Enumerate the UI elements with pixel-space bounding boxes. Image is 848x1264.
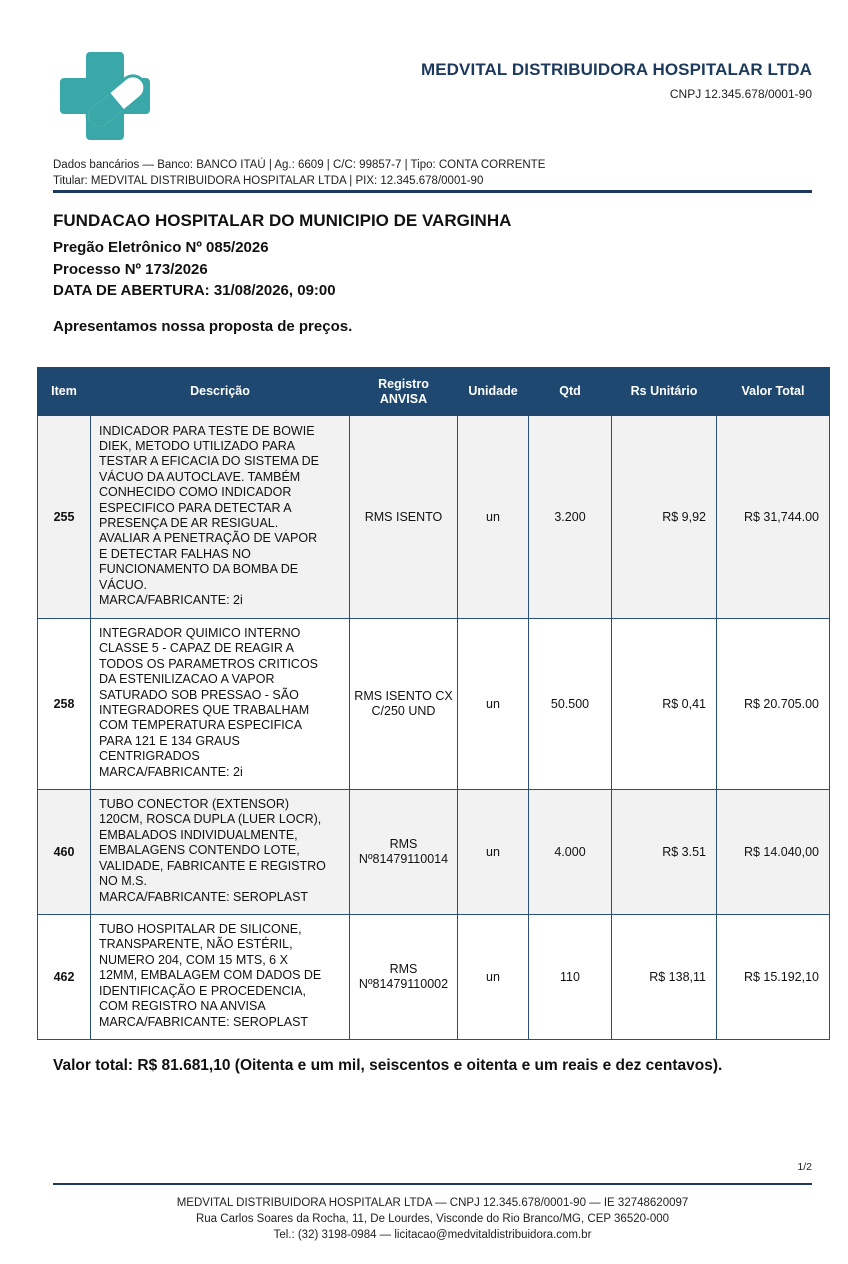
description-line: TRANSPARENTE, NÃO ESTÉRIL, (99, 937, 293, 952)
cell-unit-price: R$ 9,92 (612, 416, 717, 619)
cell-descricao (91, 790, 350, 915)
col-header-item: Item (38, 368, 91, 416)
description-line: NUMERO 204, COM 15 MTS, 6 X (99, 952, 288, 967)
table-row (38, 416, 830, 619)
table-row (38, 619, 830, 790)
description-line: 120CM, ROSCA DUPLA (LUER LOCR), (99, 812, 322, 827)
grand-total: Valor total: R$ 81.681,10 (Oitenta e um mil, seiscentos e oitenta e um reais e dez centavos). (53, 1057, 723, 1074)
description-line: MARCA/FABRICANTE: SEROPLAST (99, 889, 309, 904)
table-body (38, 416, 830, 1040)
table-row (38, 915, 830, 1040)
cell-registro (350, 915, 458, 1040)
col-header-unidade: Unidade (458, 368, 529, 416)
cell-descricao (91, 915, 350, 1040)
description-line: CLASSE 5 - CAPAZ DE REAGIR A (99, 641, 294, 656)
registro-line: RMS (389, 837, 418, 851)
description-line: TESTAR A EFICACIA DO SISTEMA DE (99, 454, 319, 469)
company-header (421, 60, 812, 101)
cell-unidade: un (458, 915, 529, 1040)
description-line: 12MM, EMBALAGEM COM DADOS DE (99, 968, 322, 983)
registro-line: C/250 UND (371, 704, 436, 718)
description-line: INTEGRADORES QUE TRABALHAM (99, 703, 310, 717)
cell-descricao (91, 619, 350, 790)
footer-contact-line: Tel.: (32) 3198-0984 — licitacao@medvitaldistribuidora.com.br (273, 1229, 592, 1241)
col-header-qtd: Qtd (529, 368, 612, 416)
description-line: MARCA/FABRICANTE: 2i (99, 593, 243, 608)
description-line: ESPECIFICO PARA DETECTAR A (99, 500, 292, 515)
company-logo (58, 48, 158, 144)
description-line: EMBALADOS INDIVIDUALMENTE, (99, 827, 298, 842)
processo-number: Processo Nº 173/2026 (53, 260, 208, 278)
description-line: COM REGISTRO NA ANVISA (99, 999, 266, 1014)
cell-unidade: un (458, 619, 529, 790)
intro-text: Apresentamos nossa proposta de preços. (53, 318, 353, 335)
registro-line: Nº81479110002 (358, 977, 449, 991)
footer-address-line: Rua Carlos Soares da Rocha, 11, De Lourdes, Visconde do Rio Branco/MG, CEP 36520-000 (195, 1213, 670, 1225)
opening-date: DATA DE ABERTURA: 31/08/2026, 09:00 (53, 282, 336, 299)
bid-meta (53, 237, 336, 302)
cell-total: R$ 14.040,00 (717, 790, 830, 915)
cell-qtd: 50.500 (529, 619, 612, 790)
description-line: TUBO HOSPITALAR DE SILICONE, (99, 922, 302, 937)
description-line: DIEK, METODO UTILIZADO PARA (99, 438, 296, 453)
description-line: PARA 121 E 134 GRAUS (99, 733, 240, 748)
registro-line: RMS ISENTO (364, 509, 443, 524)
description-line: INTEGRADOR QUIMICO INTERNO (99, 625, 301, 640)
price-table (37, 367, 830, 1040)
cell-total: R$ 15.192,10 (717, 915, 830, 1040)
cell-item: 462 (38, 915, 91, 1040)
cell-item: 255 (38, 416, 91, 619)
description-line: MARCA/FABRICANTE: SEROPLAST (99, 1014, 309, 1029)
cell-descricao (91, 416, 350, 619)
footer-divider (53, 1183, 812, 1185)
medical-cross-pill-logo-icon (58, 48, 158, 144)
bank-details-line: Dados bancários — Banco: BANCO ITAÚ | Ag.: 6609 | C/C: 99857-7 | Tipo: CONTA CORRENTE (53, 159, 546, 171)
col-header-descricao: Descrição (91, 368, 350, 416)
cell-total: R$ 31,744.00 (717, 416, 830, 619)
description-line: VALIDADE, FABRICANTE E REGISTRO (99, 858, 326, 873)
description-line: DA ESTENILIZACAO A VAPOR (99, 672, 275, 687)
cell-item: 258 (38, 619, 91, 790)
footer-company-line: MEDVITAL DISTRIBUIDORA HOSPITALAR LTDA — CNPJ 12.345.678/0001-90 — IE 32748620097 (176, 1197, 689, 1209)
registro-line: RMS (389, 962, 418, 976)
page-number: 1/2 (797, 1161, 812, 1173)
description-line: SATURADO SOB PRESSAO - SÃO (99, 687, 299, 702)
description-line: AVALIAR A PENETRAÇÃO DE VAPOR (99, 531, 318, 546)
cell-unidade: un (458, 790, 529, 915)
cell-unit-price: R$ 3.51 (612, 790, 717, 915)
description-line: CONHECIDO COMO INDICADOR (99, 485, 292, 500)
col-header-total: Valor Total (717, 368, 830, 416)
description-line: NO M.S. (99, 874, 147, 889)
col-header-registro-line: Registro (378, 376, 429, 391)
cell-qtd: 110 (529, 915, 612, 1040)
registro-line: RMS ISENTO CX (354, 689, 453, 703)
pregao-number: Pregão Eletrônico Nº 085/2026 (53, 239, 269, 256)
description-line: VÁCUO DA AUTOCLAVE. TAMBÉM (99, 469, 301, 484)
client-name: FUNDACAO HOSPITALAR DO MUNICIPIO DE VARGINHA (53, 211, 512, 230)
cell-registro (350, 790, 458, 915)
description-line: TUBO CONECTOR (EXTENSOR) (99, 797, 290, 812)
registro-line: Nº81479110014 (358, 852, 449, 866)
description-line: E DETECTAR FALHAS NO (99, 546, 251, 561)
col-header-unitario: Rs Unitário (612, 368, 717, 416)
description-line: CENTRIGRADOS (99, 749, 200, 764)
cell-total: R$ 20.705.00 (717, 619, 830, 790)
description-line: TODOS OS PARAMETROS CRITICOS (99, 656, 319, 671)
description-line: INDICADOR PARA TESTE DE BOWIE (99, 423, 315, 438)
description-line: PRESENÇA DE AR RESIGUAL. (99, 516, 279, 530)
company-name: MEDVITAL DISTRIBUIDORA HOSPITALAR LTDA (420, 60, 812, 79)
cell-item: 460 (38, 790, 91, 915)
description-line: COM TEMPERATURA ESPECIFICA (99, 718, 303, 733)
description-line: FUNCIONAMENTO DA BOMBA DE (99, 562, 299, 577)
table-row (38, 790, 830, 915)
cell-unit-price: R$ 138,11 (612, 915, 717, 1040)
footer (53, 1195, 812, 1243)
col-header-registro (350, 368, 458, 416)
bank-holder-line: Titular: MEDVITAL DISTRIBUIDORA HOSPITALAR LTDA | PIX: 12.345.678/0001-90 (53, 175, 484, 187)
cell-qtd: 3.200 (529, 416, 612, 619)
bank-details (53, 157, 545, 189)
description-line: MARCA/FABRICANTE: 2i (99, 764, 243, 779)
header-divider (53, 190, 812, 193)
cell-unidade: un (458, 416, 529, 619)
col-header-registro-line: ANVISA (379, 391, 428, 406)
cell-registro (350, 416, 458, 619)
cell-qtd: 4.000 (529, 790, 612, 915)
company-cnpj: CNPJ 12.345.678/0001-90 (669, 87, 812, 101)
description-line: IDENTIFICAÇÃO E PROCEDENCIA, (99, 983, 306, 998)
description-line: EMBALAGENS CONTENDO LOTE, (99, 843, 300, 858)
table-header-row (38, 368, 830, 416)
cell-unit-price: R$ 0,41 (612, 619, 717, 790)
cell-registro (350, 619, 458, 790)
description-line: VÁCUO. (99, 577, 147, 592)
